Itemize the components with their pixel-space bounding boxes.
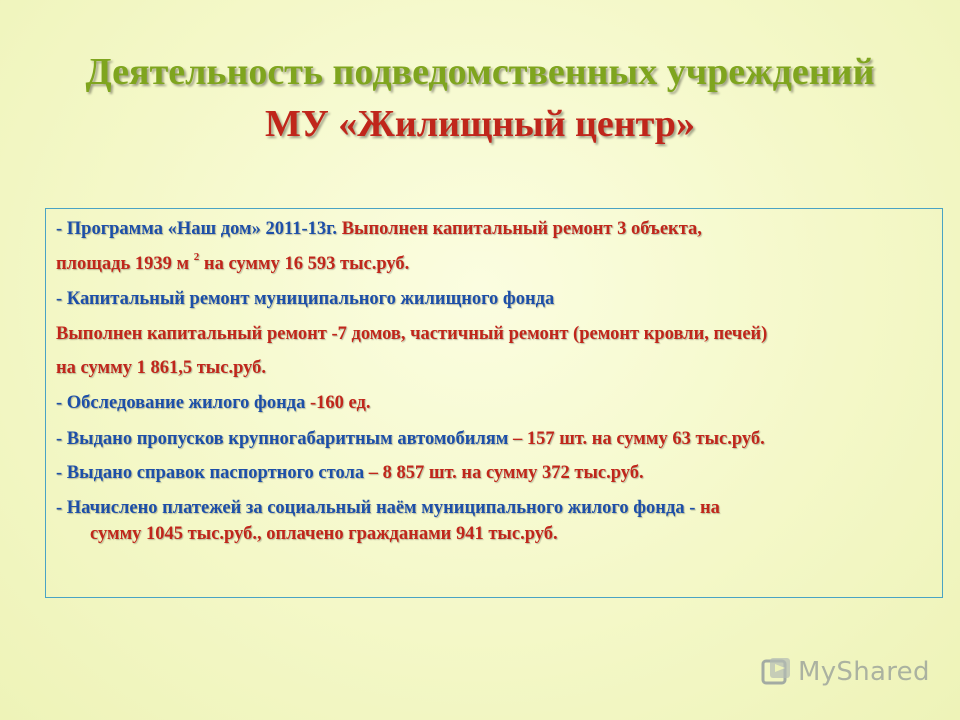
capital-repair-heading: - Капитальный ремонт муниципального жилищного фонда bbox=[56, 289, 555, 309]
social-rent-on: на bbox=[699, 498, 720, 518]
watermark-text: MyShared bbox=[798, 657, 930, 687]
item-program-area bbox=[56, 251, 936, 277]
housing-survey-label: - Обследование жилого фонда bbox=[56, 393, 310, 413]
slide-title bbox=[0, 46, 960, 150]
passport-certificates-label: - Выдано справок паспортного стола bbox=[56, 463, 369, 483]
area-superscript: 2 bbox=[193, 251, 200, 263]
item-passport-certificates bbox=[56, 460, 936, 486]
slide-title-line2: МУ «Жилищный центр» bbox=[265, 103, 695, 145]
capital-repair-sum: на сумму 1 861,5 тыс.руб. bbox=[56, 358, 267, 378]
item-capital-repair-heading bbox=[56, 286, 936, 312]
capital-repair-detail: Выполнен капитальный ремонт -7 домов, частичный ремонт (ремонт кровли, печей) bbox=[56, 324, 768, 344]
slide-title-line1: Деятельность подведомственных учреждений bbox=[85, 51, 875, 93]
program-result: Выполнен капитальный ремонт 3 объекта, bbox=[341, 219, 702, 239]
area-sum: на сумму 16 593 тыс.руб. bbox=[199, 254, 410, 274]
myshared-watermark bbox=[760, 652, 940, 692]
social-rent-value: сумму 1045 тыс.руб., оплачено гражданами 941 тыс.руб. bbox=[90, 524, 558, 544]
area-text: площадь 1939 м bbox=[56, 254, 194, 274]
item-social-rent-payments bbox=[56, 495, 936, 547]
item-housing-survey bbox=[56, 390, 936, 416]
program-label: - Программа «Наш дом» 2011-13г. bbox=[56, 219, 342, 239]
passport-certificates-value: – 8 857 шт. на сумму 372 тыс.руб. bbox=[368, 463, 644, 483]
truck-passes-label: - Выдано пропусков крупногабаритным автомобилям bbox=[56, 429, 513, 449]
item-program-nash-dom bbox=[56, 216, 936, 242]
social-rent-label: - Начислено платежей за социальный наём муниципального жилого фонда - bbox=[56, 498, 700, 518]
item-capital-repair-sum bbox=[56, 355, 936, 381]
item-truck-passes bbox=[56, 426, 936, 452]
truck-passes-value: – 157 шт. на сумму 63 тыс.руб. bbox=[512, 429, 765, 449]
myshared-logo-icon bbox=[760, 655, 794, 689]
housing-survey-value: -160 ед. bbox=[310, 393, 371, 413]
item-capital-repair-detail bbox=[56, 321, 936, 347]
